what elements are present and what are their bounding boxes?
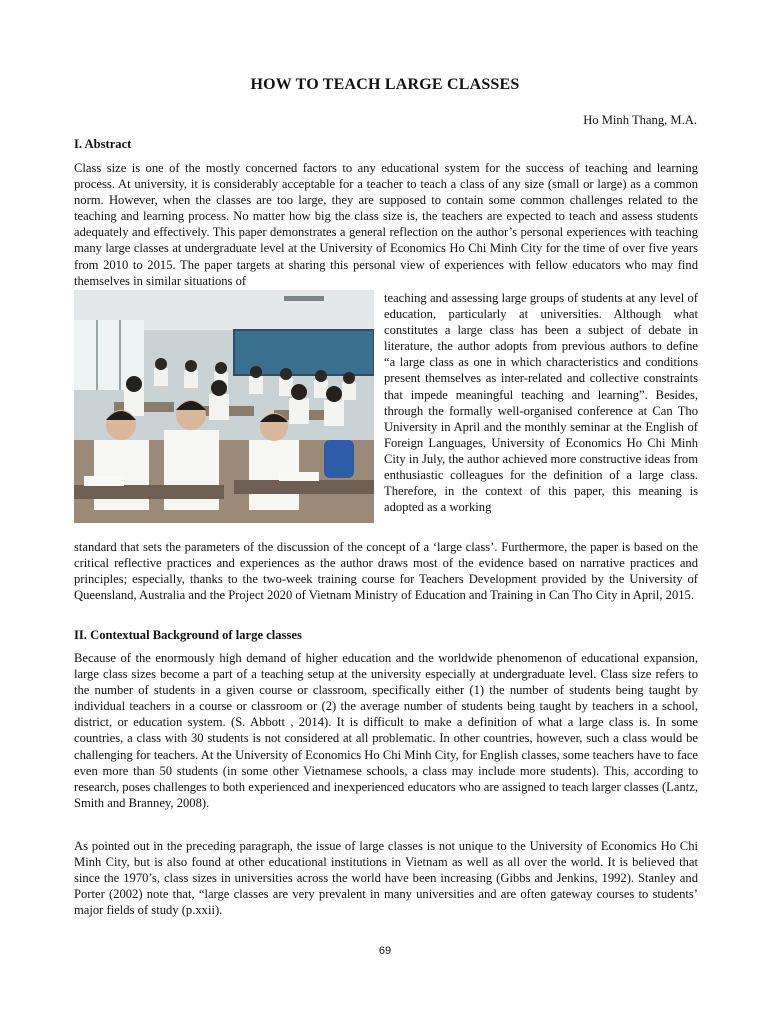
classroom-photo (74, 290, 374, 523)
paper-title: HOW TO TEACH LARGE CLASSES (250, 76, 520, 93)
abstract-paragraph-top: Class size is one of the mostly concerned factors to any educational system for the success of teaching and learning process. At university, it is considerably acceptable for a teacher to teach a class of any size (small or large) as a common norm. However, when the classes are too large, they are supposed to contain some common challenges related to the teaching and learning process. No matter how big the class size is, the teachers are expected to teach and assess students adequately and effectively. This paper demonstrates a general reflection on the author’s personal experiences with teaching many large classes at undergraduate level at the University of Economics Ho Chi Minh City for the time of over five years from 2010 to 2015. The paper targets at sharing this personal view of experiences with fellow educators who may find themselves in similar situations of (74, 161, 698, 288)
background-heading: II. Contextual Background of large classes (74, 628, 302, 642)
abstract-paragraph-wrapped: teaching and assessing large groups of students at any level of education, particularly at universities. Although what constitutes a large class has been a subject of debate in literature, the author adopts from previous authors to define “a large class as one in which characteristics and conditions present themselves as inter-related and collective constraints that impede meaningful teaching and learning”. Besides, through the formally well-organised conference at Can Tho University in April and the monthly seminar at the English of Foreign Languages, University of Economics Ho Chi Minh City in July, the author achieved more constructive ideas from enthusiastic colleagues for the definition of a large class. Therefore, in the context of this paper, this meaning is adopted as a working (384, 291, 698, 515)
background-paragraph-1: Because of the enormously high demand of higher education and the worldwide phenomenon of educational expansion, large class sizes become a part of a teaching setup at the university especially at undergraduate level. Class size refers to the number of students in a given course or classroom, specifically either (1) the number of students being taught by individual teachers in a course or classroom or (2) the average number of students being taught by teachers in a school, district, or education system. (S. Abbott , 2014). It is difficult to make a definition of what a large class is. In some countries, a class with 30 students is not considered at all problematic. In other countries, however, such a class would be challenging for teachers. At the University of Economics Ho Chi Minh City, for English classes, some teachers have to face even more than 50 students (in some other Vietnamese schools, a class may include more students). This, according to research, poses challenges to both experienced and inexperienced educators who are assigned to teach larger classes (Lantz, Smith and Branney, 2008). (74, 651, 698, 810)
author-line: Ho Minh Thang, M.A. (583, 113, 697, 127)
abstract-heading: I. Abstract (74, 137, 132, 151)
background-paragraph-2: As pointed out in the preceding paragraph, the issue of large classes is not unique to the University of Economics Ho Chi Minh City, but is also found at other educational institutions in Vietnam as well as all over the world. It is believed that since the 1970’s, class sizes in universities across the world have been increasing (Gibbs and Jenkins, 1992). Stanley and Porter (2002) note that, “large classes are very prevalent in many universities and are often gateway courses to students’ major fields of study (p.xxii). (74, 839, 698, 918)
abstract-paragraph-bottom: standard that sets the parameters of the discussion of the concept of a ‘large class’. Furthermore, the paper is based on the critical reflective practices and experiences as the author draws most of the evidence based on narrative practices and principles; especially, thanks to the two-week training course for Teachers Development provided by the University of Queensland, Australia and the Project 2020 of Vietnam Ministry of Education and Training in Can Tho City in April, 2015. (74, 540, 698, 603)
page-number: 69 (378, 945, 392, 957)
